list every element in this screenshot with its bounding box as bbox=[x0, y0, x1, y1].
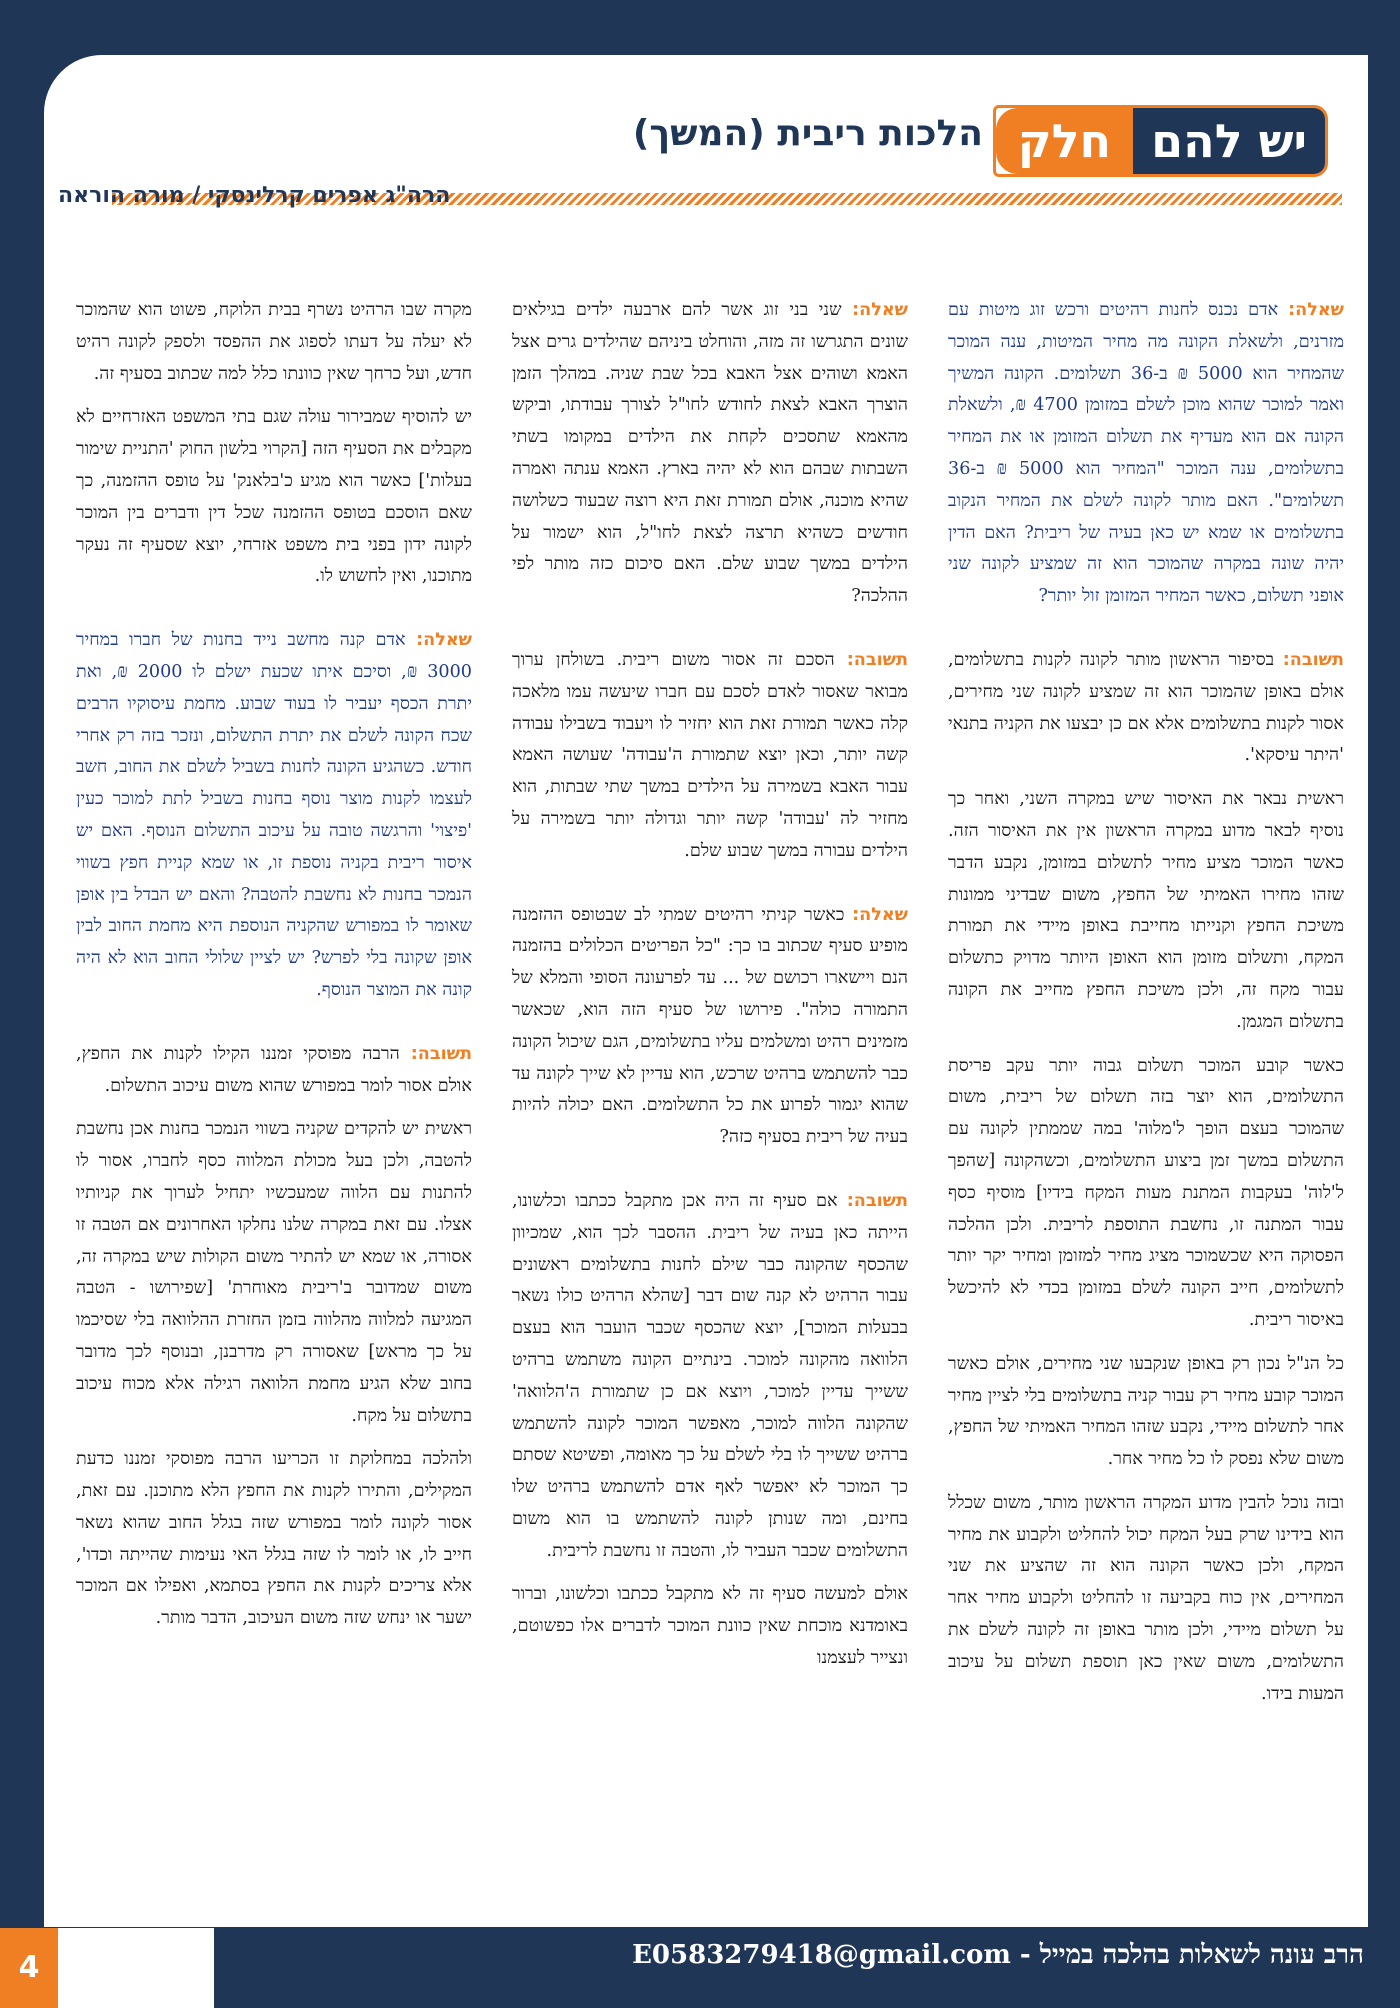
question-label: שאלה: bbox=[852, 300, 908, 320]
logo-text-orange: חלק bbox=[996, 108, 1133, 174]
question-label: שאלה: bbox=[1288, 300, 1344, 320]
answer-text: בסיפור הראשון מותר לקונה לקנות בתשלומים, אולם באופן שהמוכר הוא זה שמציע לקונה שני מחירים, אסור לקנות בתשלומים אלא אם כן יבצעו את הקניה בתנאי 'היתר עיסקא'. bbox=[948, 649, 1344, 766]
paragraph: ולהלכה במחלוקת זו הכריעו הרבה מפוסקי זמננו כדעת המקילים, והתירו לקנות את החפץ הלא מתוכנן. עם זאת, אסור לקונה לומר במפורש שזה בגלל החוב שהוא נשאר חייב לו, או לומר לו שזה בגלל האי נעימות שהייתה וכדו', אלא צריכים לקנות את החפץ בסתמא, ואפילו אם המוכר ישער או ינחש שזה משום העיכוב, הדבר מותר. bbox=[76, 1449, 472, 1629]
question-text: אדם נכנס לחנות רהיטים ורכש זוג מיטות עם מזרנים, ולשאלת הקונה מה מחיר המיטות, ענה המוכר שהמחיר הוא 5000 ₪ ב-36 תשלומים. הקונה המשיך ואמר למוכר שהוא מוכן לשלם במזומן 4700 ₪, ולשאלת הקונה אם הוא מעדיף את תשלום המזומן או את המחיר בתשלומים, ענה המוכר "המחיר הוא 5000 ₪ ב-36 תשלומים". האם מותר לקונה לשלם את המחיר הנקוב בתשלומים או שמא יש כאן בעיה של ריבית? האם הדין יהיה שונה במקרה שהמוכר הוא זה שמציע לקונה שני אופני תשלום, כאשר המחיר המזומן זול יותר? bbox=[948, 300, 1344, 607]
answer-label: תשובה: bbox=[1282, 649, 1345, 670]
article-columns bbox=[68, 295, 1344, 1945]
paragraph: ראשית יש להקדים שקניה בשווי הנמכר בחנות אכן נחשבת להטבה, ולכן בעל מכולת המלווה כסף לחברו, אסור לו להתנות עם הלווה שמעכשיו יתחיל לערוך את קניותיו אצלו. עם זאת במקרה שלנו נחלקו האחרונים אם הטבה זו אסורה, או שמא יש להתיר משום הקולות שיש במקרה זה, משום שמדובר ב'ריבית מאוחרת' [שפירושו - הטבה המגיעה למלווה מהלווה בזמן החזרת ההלוואה בלי שסיכמו על כך מראש] שאסורה רק מדרבנן, ובנוסף לכך מדובר בחוב שלא הגיע מחמת הלוואה רגילה אלא מכוח עיכוב בתשלום על מקח. bbox=[76, 1119, 472, 1426]
column-right bbox=[948, 295, 1344, 1722]
question-label: שאלה: bbox=[852, 904, 908, 925]
answer-4 bbox=[76, 1039, 472, 1103]
answer-text: הרבה מפוסקי זמננו הקילו לקנות את החפץ, אולם אסור לומר במפורש שהוא משום עיכוב התשלום. bbox=[76, 1043, 472, 1096]
question-text: כאשר קניתי רהיטים שמתי לב שבטופס ההזמנה מופיע סעיף שכתוב בו כך: "כל הפריטים הכלולים בהזמנה הנם ויישארו רכושם של ... עד לפרעונה הסופי והמלא של התמורה כולה". פירושו של סעיף הזה הוא, שכאשר מזמינים רהיט ומשלמים עליו בתשלומים, הגם שיכול הקונה כבר להשתמש ברהיט שרכש, הוא עדיין לא שייך לקונה עד שהוא יגמור לפרוע את כל התשלומים. האם יכולה להיות בעיה של ריבית בסעיף כזה? bbox=[512, 904, 908, 1148]
answer-label: תשובה: bbox=[846, 1190, 908, 1211]
paragraph: אולם למעשה סעיף זה לא מתקבל ככתבו וכלשונו, וברור באומדנא מוכחת שאין כוונת המוכר לדברים אלו כפשוטם, ונצייר לעצמנו bbox=[512, 1584, 908, 1669]
answer-text: הסכם זה אסור משום ריבית. בשולחן ערוך מבואר שאסור לאדם לסכם עם חברו שיעשה עמו מלאכה קלה כאשר תמורת זאת הוא יחזיר לו ויעבוד בשבילו עבודה קשה יותר, וכאן יוצא שתמורת ה'עבודה' שעושה האמא עבור האבא בשמירה על הילדים במשך שתי שבתות, הוא מחזיר לה 'עבודה' קשה יותר וגדולה יותר בשמירה על הילדים עבורה במשך שבוע שלם. bbox=[512, 649, 908, 861]
question-4 bbox=[76, 625, 472, 1007]
article-page bbox=[44, 55, 1368, 1927]
answer-text: אם סעיף זה היה אכן מתקבל ככתבו וכלשונו, הייתה כאן בעיה של ריבית. ההסבר לכך הוא, שמכיוון שהכסף שהקונה כבר שילם לחנות בתשלומים ראשונים עבור הרהיט לא קנה שום דבר [שהלא הרהיט כולו נשאר בבעלות המוכר], יוצא שהכסף שכבר הועבר הוא בעצם הלוואה מהקונה למוכר. בינתיים הקונה משתמש ברהיט ששייך עדיין למוכר, ויוצא אם כן שתמורת ה'הלוואה' שהקונה הלווה למוכר, מאפשר המוכר לקונה להשתמש ברהיט ששייך לו בלי לשלם על כך מאומה, ופשיטא שסתם כך המוכר לא יאפשר לאף אדם להשתמש ברהיט שלו בחינם, ומה שנותן לקונה להשתמש בו הוא משום התשלומים שכבר העביר לו, והטבה זו נחשבת לריבית. bbox=[512, 1190, 908, 1561]
answer-3 bbox=[512, 1186, 908, 1568]
author-name: הרה"ג אפרים קרלינסקי / מורה הוראה bbox=[58, 183, 451, 208]
paragraph: מקרה שבו הרהיט נשרף בבית הלוקח, פשוט הוא שהמוכר לא יעלה על דעתו לספוג את ההפסד ולספק לקונה רהיט חדש, ועל כרחך שאין כוונתו כלל למה שכתוב בסעיף זה. bbox=[76, 300, 472, 384]
column-middle bbox=[512, 295, 908, 1687]
answer-label: תשובה: bbox=[846, 649, 908, 670]
footer-contact: הרב עונה לשאלות בהלכה במייל - E0583279418@gmail.com bbox=[632, 1940, 1364, 1970]
paragraph: ובזה נוכל להבין מדוע המקרה הראשון מותר, משום שכלל הוא בידינו שרק בעל המקח יכול להחליט ולקבוע את מחיר המקח, ולכן כאשר הקונה הוא זה שהציע את שני המחירים, אין כוח בקביעה זו להחליט ולקבוע מחיר אחר על תשלום מיידי, ולכן מותר באופן זה לקונה לשלם את התשלומים, משום שאין כאן תוספת תשלום על עיכוב המעות בידו. bbox=[948, 1492, 1344, 1704]
question-text: אדם קנה מחשב נייד בחנות של חברו במחיר 3000 ₪, וסיכם איתו שכעת ישלם לו 2000 ₪, ואת יתרת הכסף יעביר לו בעוד שבוע. מחמת עיסוקיו הרבים שכח הקונה לשלם את יתרת התשלום, ונזכר בזה רק אחרי חודש. כשהגיע הקונה לחנות בשביל לשלם את החוב, חשב לעצמו לקנות מוצר נוסף בחנות בשביל לתת למוכר כעין 'פיצוי' והרגשה טובה על עיכוב התשלום הנוסף. האם יש איסור ריבית בקניה נוספת זו, או שמא קניית חפץ בשווי הנמכר בחנות לא נחשבת להטבה? והאם יש הבדל בין אופן שאומר לו במפורש שהקניה הנוספת היא מחמת החוב לבין אופן שקונה בלי לפרש? יש לציין שלולי החוב הוא לא היה קונה את המוצר הנוסף. bbox=[76, 630, 472, 1000]
question-text: שני בני זוג אשר להם ארבעה ילדים בגילאים שונים התגרשו זה מזה, והוחלט ביניהם שהילדים גרים אצל האמא ושוהים אצל האבא בכל שבת שניה. במהלך הזמן הוצרך האבא לצאת לחודש לחו"ל לצורך עבודתו, וביקש מהאמא שתסכים לקחת את הילדים במקומו בשתי השבתות שבהם הוא לא יהיה בארץ. האמא ענתה ואמרה שהיא מוכנה, אולם תמורת זאת היא רוצה שבעוד כשלושה חודשים כשהיא תרצה לצאת לחו"ל, הוא ישמור על הילדים במשך שבוע שלם. האם סיכום כזה מותר לפי ההלכה? bbox=[512, 300, 908, 607]
paragraph: יש להוסיף שמבירור עולה שגם בתי המשפט האזרחיים לא מקבלים את הסעיף הזה [הקרוי בלשון החוק 'התניית שימור בעלות'] כאשר הוא מגיע כ'בלאנק' על טופס ההזמנה, כך שאם הוסכם בטופס ההזמנה שכל דין ודברים בין המוכר לקונה ידון בפני בית משפט אזרחי, יוצא שסעיף זה נעקר מתוכנו, ואין לחשוש לו. bbox=[76, 407, 472, 587]
article-title: הלכות ריבית (המשך) bbox=[632, 113, 983, 154]
paragraph: ראשית נבאר את האיסור שיש במקרה השני, ואחר כך נוסיף לבאר מדוע במקרה הראשון אין את האיסור הזה. כאשר המוכר מציע מחיר לתשלום במזומן, נקבע הדבר שזהו מחירו האמיתי של החפץ, משום שבדיני ממונות משיכת החפץ וקנייתו מחייבת באופן מיידי את תמורת המקח, ותשלום מזומן הוא האופן היותר מדויק כתשלום עבור מקח זה, ולכן משיכת החפץ מחייב את הקונה בתשלום המגמן. bbox=[948, 789, 1344, 1032]
paragraph: כל הנ"ל נכון רק באופן שנקבעו שני מחירים, אולם כאשר המוכר קובע מחיר רק עבור קניה בתשלומים בלי לציין מחיר אחר לתשלום מיידי, נקבע שזהו המחיר האמיתי של החפץ, משום שלא נפסק לו כל מחיר אחר. bbox=[948, 1353, 1344, 1470]
question-1 bbox=[948, 295, 1344, 613]
question-label: שאלה: bbox=[416, 630, 472, 651]
question-3 bbox=[512, 900, 908, 1154]
answer-label: תשובה: bbox=[410, 1043, 473, 1064]
answer-1 bbox=[948, 645, 1344, 772]
article-header bbox=[88, 83, 1368, 173]
paragraph: כאשר קובע המוכר תשלום גבוה יותר עקב פריסת התשלומים, הוא יוצר בזה תשלום של ריבית, משום שהמוכר בעצם הופך ל'מלוה' במה שממתין לקונה עם התשלום במשך זמן ביצוע התשלומים, וכשהקונה [שהפך ל'לוה' בעקבות המתנת מעות המקח בידיו] מוסיף כסף עבור המתנה זו, נחשבת התוספת לריבית. ולכן ההלכה הפסוקה היא שכשמוכר מציג מחיר למזומן ומחיר יקר יותר לתשלומים, חייב הקונה לשלם במזומן בכדי לא להיכשל באיסור ריבית. bbox=[948, 1055, 1344, 1330]
answer-2 bbox=[512, 645, 908, 868]
question-2 bbox=[512, 295, 908, 613]
column-left bbox=[76, 295, 472, 1647]
page-number: 4 bbox=[0, 1928, 58, 2008]
section-logo bbox=[993, 105, 1328, 177]
logo-text-dark: יש להם bbox=[1133, 108, 1325, 174]
